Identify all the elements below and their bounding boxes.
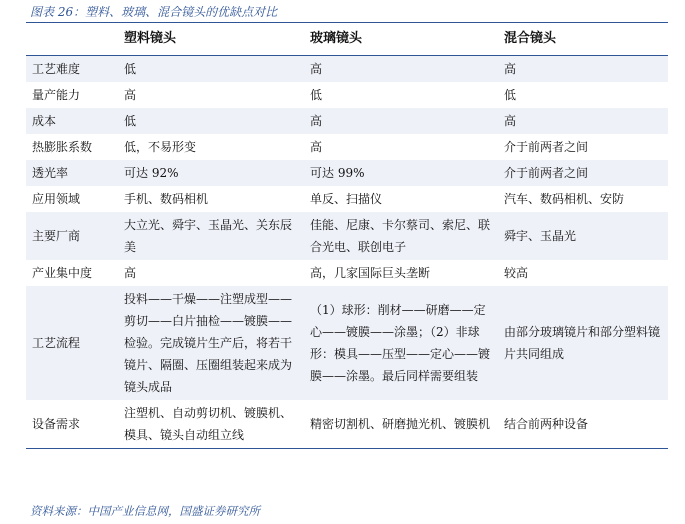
table-row [26,186,668,212]
table-row [26,134,668,160]
header-cell-blank [26,23,118,56]
table-header-row [26,23,668,56]
glass-cell: 低 [304,82,498,108]
plastic-cell: 高 [118,260,304,286]
glass-cell: 可达 99% [304,160,498,186]
plastic-cell: 手机、数码相机 [118,186,304,212]
header-cell-hybrid: 混合镜头 [498,23,668,56]
table-row [26,400,668,449]
hybrid-cell: 高 [498,108,668,134]
row-label: 量产能力 [26,82,118,108]
hybrid-cell: 高 [498,56,668,83]
row-label: 主要厂商 [26,212,118,260]
glass-cell: 精密切割机、研磨抛光机、镀膜机 [304,400,498,449]
hybrid-cell: 汽车、数码相机、安防 [498,186,668,212]
row-label: 工艺难度 [26,56,118,83]
plastic-cell: 注塑机、自动剪切机、镀膜机、模具、镜头自动组立线 [118,400,304,449]
plastic-cell: 投料——干燥——注塑成型——剪切——白片抽检——镀膜——检验。完成镜片生产后，将若干镜片、隔圈、压圈组装起来成为镜头成品 [118,286,304,400]
plastic-cell: 低 [118,56,304,83]
plastic-cell: 可达 92% [118,160,304,186]
row-label: 应用领域 [26,186,118,212]
row-label: 成本 [26,108,118,134]
hybrid-cell: 低 [498,82,668,108]
glass-cell: 高，几家国际巨头垄断 [304,260,498,286]
plastic-cell: 低，不易形变 [118,134,304,160]
hybrid-cell: 结合前两种设备 [498,400,668,449]
source-note: 资料来源：中国产业信息网，国盛证券研究所 [30,504,260,518]
glass-cell: 单反、扫描仪 [304,186,498,212]
table-row [26,212,668,260]
hybrid-cell: 较高 [498,260,668,286]
table-row [26,82,668,108]
figure-caption: 图表 26：塑料、玻璃、混合镜头的优缺点对比 [30,5,278,19]
header-cell-glass: 玻璃镜头 [304,23,498,56]
row-label: 设备需求 [26,400,118,449]
glass-cell: 高 [304,134,498,160]
plastic-cell: 高 [118,82,304,108]
plastic-cell: 低 [118,108,304,134]
hybrid-cell: 介于前两者之间 [498,160,668,186]
hybrid-cell: 由部分玻璃镜片和部分塑料镜片共同组成 [498,286,668,400]
header-cell-plastic: 塑料镜头 [118,23,304,56]
row-label: 热膨胀系数 [26,134,118,160]
table-row [26,56,668,83]
hybrid-cell: 舜宇、玉晶光 [498,212,668,260]
table-row [26,260,668,286]
plastic-cell: 大立光、舜宇、玉晶光、关东辰美 [118,212,304,260]
table-row [26,160,668,186]
row-label: 工艺流程 [26,286,118,400]
glass-cell: 佳能、尼康、卡尔蔡司、索尼、联合光电、联创电子 [304,212,498,260]
row-label: 产业集中度 [26,260,118,286]
glass-cell: （1）球形：削材——研磨——定心——镀膜——涂墨；（2）非球形：模具——压型——定心——镀膜——涂墨。最后同样需要组装 [304,286,498,400]
row-label: 透光率 [26,160,118,186]
comparison-table [26,22,668,449]
table-row [26,286,668,400]
hybrid-cell: 介于前两者之间 [498,134,668,160]
glass-cell: 高 [304,56,498,83]
glass-cell: 高 [304,108,498,134]
table-row [26,108,668,134]
